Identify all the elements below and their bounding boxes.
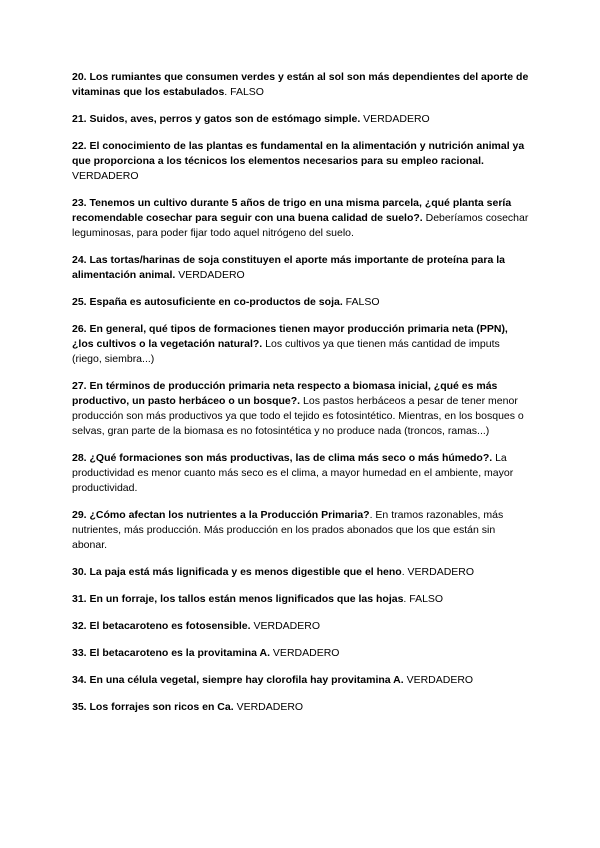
question-text: 30. La paja está más lignificada y es menos digestible que el heno xyxy=(72,566,402,578)
question-34 xyxy=(72,673,532,688)
question-text: 25. España es autosuficiente en co-productos de soja. xyxy=(72,296,343,308)
question-text: 33. El betacaroteno es la provitamina A. xyxy=(72,647,271,659)
question-text: 26. En general, qué tipos de formaciones tienen mayor producción primaria neta (PPN), ¿los cultivos o la vegetación natural?. xyxy=(72,323,508,350)
question-25 xyxy=(72,295,532,310)
question-30 xyxy=(72,565,532,580)
answer-text: VERDADERO xyxy=(360,113,430,125)
question-22 xyxy=(72,139,532,184)
question-text: 29. ¿Cómo afectan los nutrientes a la Producción Primaria? xyxy=(72,509,370,521)
answer-text: Los cultivos ya que tienen más cantidad de imputs (riego, siembra...) xyxy=(72,338,500,365)
question-text: 35. Los forrajes son ricos en Ca. xyxy=(72,701,234,713)
answer-text: Deberíamos cosechar leguminosas, para poder fijar todo aquel nitrógeno del suelo. xyxy=(72,212,529,239)
document-page xyxy=(72,70,532,727)
question-26 xyxy=(72,322,532,367)
question-text: 27. En términos de producción primaria neta respecto a biomasa inicial, ¿qué es más productivo, un pasto herbáceo o un bosque?. xyxy=(72,380,498,407)
answer-text: . En tramos razonables, más nutrientes, más producción. Más producción en los prados abonados que los que están sin abonar. xyxy=(72,509,504,551)
question-29 xyxy=(72,508,532,553)
answer-text: VERDADERO xyxy=(175,269,245,281)
question-21 xyxy=(72,112,532,127)
answer-text: . FALSO xyxy=(403,593,444,605)
question-text: 28. ¿Qué formaciones son más productivas, las de clima más seco o más húmedo?. xyxy=(72,452,493,464)
answer-text: . VERDADERO xyxy=(401,566,475,578)
question-text: 22. El conocimiento de las plantas es fundamental en la alimentación y nutrición animal ya que proporciona a los técnicos los elementos necesarios para su empleo racional. xyxy=(72,140,525,167)
question-33 xyxy=(72,646,532,661)
answer-text: VERDADERO xyxy=(72,170,139,182)
question-24 xyxy=(72,253,532,283)
question-31 xyxy=(72,592,532,607)
question-text: 34. En una célula vegetal, siempre hay clorofila hay provitamina A. xyxy=(72,674,404,686)
answer-text: . FALSO xyxy=(224,86,264,98)
question-28 xyxy=(72,451,532,496)
question-23 xyxy=(72,196,532,241)
question-35 xyxy=(72,700,532,715)
answer-text: VERDADERO xyxy=(233,701,304,713)
question-text: 32. El betacaroteno es fotosensible. xyxy=(72,620,251,632)
answer-text: VERDADERO xyxy=(403,674,474,686)
question-text: 20. Los rumiantes que consumen verdes y están al sol son más dependientes del aporte de vitaminas que los estabulados xyxy=(72,71,529,98)
answer-text: Los pastos herbáceos a pesar de tener menor producción son más productivos ya que todo el tejido es fotosintético. Mientras, en los bosques o selvas, gran parte de la biomasa es no fotosintética y no produce nada (troncos, ramas...) xyxy=(72,395,524,437)
answer-text: VERDADERO xyxy=(250,620,320,632)
question-20 xyxy=(72,70,532,100)
answer-text: La productividad es menor cuanto más seco es el clima, a mayor humedad en el ambiente, mayor productividad. xyxy=(72,452,514,494)
answer-text: VERDADERO xyxy=(270,647,340,659)
question-text: 31. En un forraje, los tallos están menos lignificados que las hojas xyxy=(72,593,404,605)
question-text: 24. Las tortas/harinas de soja constituyen el aporte más importante de proteína para la alimentación animal. xyxy=(72,254,505,281)
question-text: 21. Suidos, aves, perros y gatos son de estómago simple. xyxy=(72,113,361,125)
question-27 xyxy=(72,379,532,439)
question-32 xyxy=(72,619,532,634)
question-text: 23. Tenemos un cultivo durante 5 años de trigo en una misma parcela, ¿qué planta sería recomendable cosechar para seguir con una buena calidad de suelo?. xyxy=(72,197,512,224)
answer-text: FALSO xyxy=(342,296,380,308)
